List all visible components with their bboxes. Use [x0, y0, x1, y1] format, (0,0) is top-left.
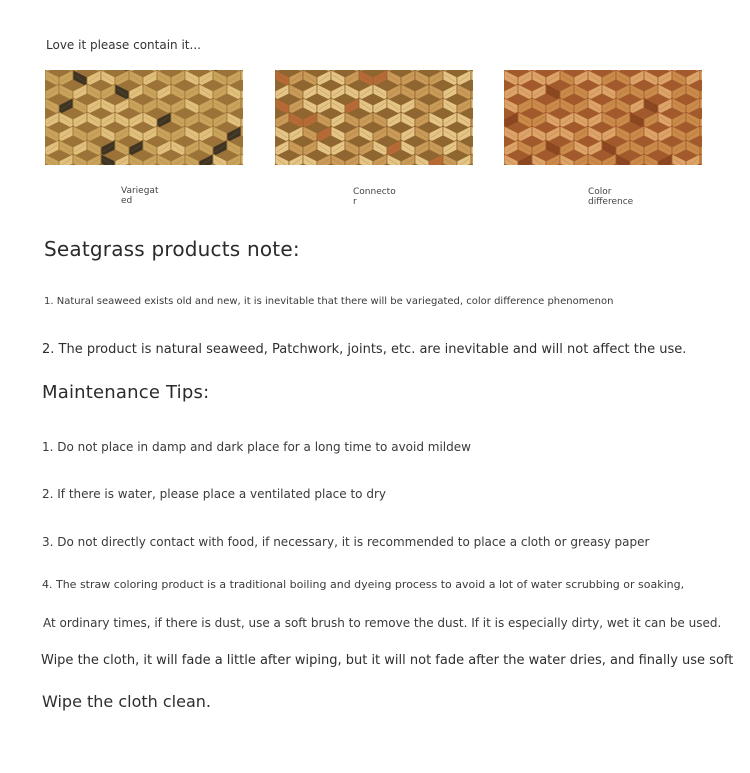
weave-pattern-variegated [45, 70, 243, 165]
maintenance-tip-3: 3. Do not directly contact with food, if necessary, it is recommended to place a cloth or greasy paper [42, 535, 650, 549]
caption-variegated-line1: Variegat [121, 186, 159, 196]
intro-text: Love it please contain it... [46, 38, 201, 52]
note-heading: Seatgrass products note: [44, 237, 300, 261]
swatch-variegated-image [45, 70, 243, 165]
maintenance-tip-2: 2. If there is water, please place a ventilated place to dry [42, 487, 386, 501]
note-line-1: 1. Natural seaweed exists old and new, it is inevitable that there will be variegated, color difference phenomenon [44, 296, 614, 307]
caption-variegated [121, 186, 158, 206]
caption-connector-line2: r [353, 197, 357, 207]
weave-pattern-connector [275, 70, 473, 165]
maintenance-tip-1: 1. Do not place in damp and dark place for a long time to avoid mildew [42, 440, 471, 454]
caption-color-difference [588, 187, 633, 207]
note-line-2: 2. The product is natural seaweed, Patchwork, joints, etc. are inevitable and will not affect the use. [42, 342, 687, 357]
swatch-connector-image [275, 70, 473, 165]
maintenance-tip-6: Wipe the cloth, it will fade a little after wiping, but it will not fade after the water dries, and finally use soft [41, 653, 734, 668]
caption-color-difference-line1: Color [588, 187, 612, 197]
maintenance-tip-5: At ordinary times, if there is dust, use a soft brush to remove the dust. If it is especially dirty, wet it can be used. [43, 616, 722, 630]
caption-connector-line1: Connecto [353, 187, 396, 197]
caption-connector [353, 187, 396, 207]
swatch-color-difference-image [504, 70, 702, 165]
caption-color-difference-line2: difference [588, 197, 634, 207]
caption-variegated-line2: ed [121, 196, 133, 206]
maintenance-tip-4: 4. The straw coloring product is a traditional boiling and dyeing process to avoid a lot of water scrubbing or soaking, [42, 578, 685, 591]
maintenance-tip-7: Wipe the cloth clean. [42, 692, 211, 711]
maintenance-heading: Maintenance Tips: [42, 382, 210, 403]
weave-pattern-color-difference [504, 70, 702, 165]
